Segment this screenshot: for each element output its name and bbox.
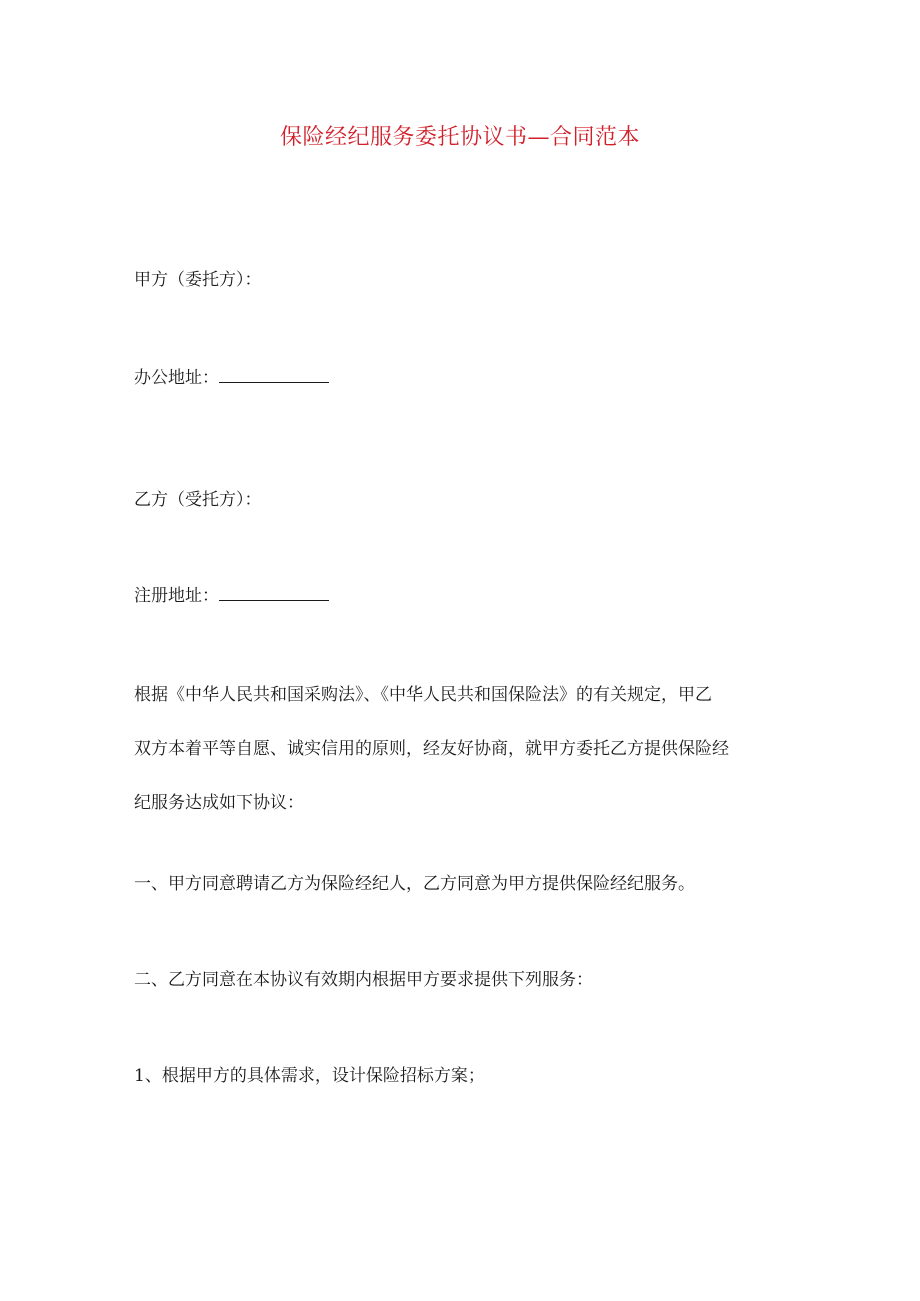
preamble-line: 根据《中华人民共和国采购法》、《中华人民共和国保险法》的有关规定，甲乙 [134,685,712,705]
registered-address-blank [219,586,329,601]
item-1: 1、根据甲方的具体需求，设计保险招标方案； [134,1066,485,1086]
party-a-label: 甲方（委托方）： [134,270,262,290]
clause-2: 二、乙方同意在本协议有效期内根据甲方要求提供下列服务： [134,970,593,990]
clause-1: 一、甲方同意聘请乙方为保险经纪人，乙方同意为甲方提供保险经纪服务。 [134,874,695,894]
preamble-line: 双方本着平等自愿、诚实信用的原则，经友好协商，就甲方委托乙方提供保险经 [134,739,729,759]
registered-address-label: 注册地址： [134,586,219,606]
document-title: 保险经纪服务委托协议书—合同范本 [279,125,640,150]
party-b-label: 乙方（受托方）： [134,490,262,510]
office-address-line [134,366,329,390]
preamble-line: 纪服务达成如下协议： [134,793,304,813]
office-address-blank [219,368,329,383]
office-address-label: 办公地址： [134,368,219,388]
registered-address-line [134,584,329,608]
